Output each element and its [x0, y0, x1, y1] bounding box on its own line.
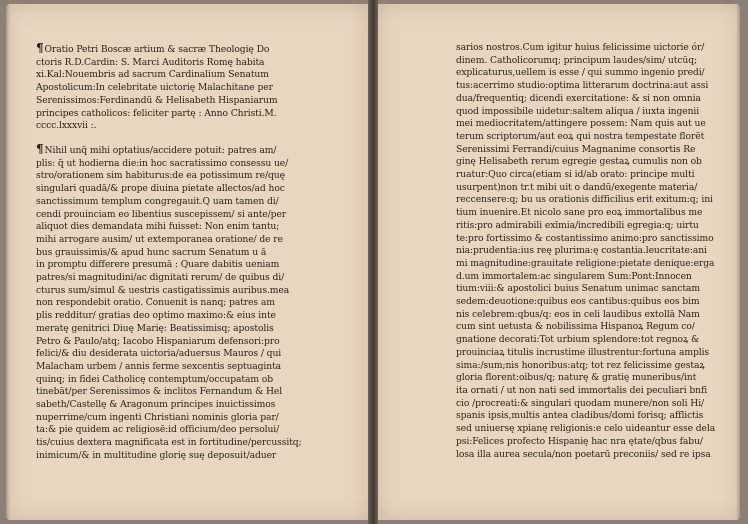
- line-text: sedem:deuotione:quibus eos cantibus:quibus eos bim: [456, 296, 700, 308]
- line-text: explicaturus,uellem is esse / qui summo ingenio predi/: [456, 67, 705, 79]
- line-text: plis: q̄ ut hodierna die:in hoc sacratissimo consessu ue/: [36, 157, 289, 169]
- text-line: [36, 348, 356, 361]
- text-line: [456, 118, 731, 131]
- line-text: nuperrime/cum ingenti Christiani nominis gloria par/: [36, 411, 279, 423]
- line-text: ginę Helisabeth rerum egregie gestaꝝ cumulis non ob: [456, 156, 702, 168]
- text-line: [456, 271, 731, 284]
- text-line: [36, 158, 356, 171]
- line-text: d.um immortalem:ac singularem Sum:Pont:Innocen: [456, 270, 692, 282]
- line-text: tus:acerrimo studio:optima litterarum doctrina:aut assi: [456, 80, 709, 92]
- text-line: [36, 374, 356, 387]
- text-line: [36, 247, 356, 260]
- text-line: [456, 93, 731, 106]
- text-line: [456, 194, 731, 207]
- text-line: [36, 108, 356, 121]
- line-text: gnatione decorati:Tot urbium splendore:tot regnoꝝ &: [456, 334, 700, 346]
- left-page-edge: [6, 4, 10, 520]
- line-text: losa illa aurea secula/non poetarū preconiis/ sed re ipsa: [456, 448, 711, 460]
- title-paragraph: [36, 42, 356, 133]
- line-text: ritis:pro admirabili exīmia/incredibili egregia:q; uirtu: [456, 219, 699, 231]
- line-text: te:pro fortissimo & costantissimo animo:pro sanctissimo: [456, 232, 714, 244]
- line-text: felici/& diu desiderata uictoria/aduersus Mauros / qui: [36, 348, 282, 360]
- text-line: [36, 221, 356, 234]
- line-text: Serenissimos:Ferdinandū & Helisabeth Hispaniarum: [36, 94, 278, 106]
- line-text: cio /procreati:& singulari quodam munere/non soli Hi/: [456, 397, 705, 409]
- text-line: [456, 55, 731, 68]
- line-text: in promptu differere presumā : Quare dabitis ueniam: [36, 259, 280, 271]
- line-text: xi.Kal:Nouembris ad sacrum Cardinalium Senatum: [36, 69, 269, 81]
- line-text: Nihil unq̄ mihi optatius/accidere potuit: patres am/: [44, 145, 277, 156]
- text-line: [456, 398, 731, 411]
- text-line: [36, 361, 356, 374]
- line-text: spanis ipsis,multis antea cladibus/domi forisq; afflictis: [456, 410, 704, 422]
- text-line: [36, 297, 356, 310]
- text-line: [36, 183, 356, 196]
- text-line: [36, 143, 356, 158]
- line-text: patres/si magnitudini/ac dignitati rerum/ de quibus di/: [36, 272, 285, 284]
- text-line: [36, 450, 356, 463]
- text-line: [456, 106, 731, 119]
- line-text: mihi arrogare ausim/ ut extemporanea oratione/ de re: [36, 233, 283, 245]
- text-line: [456, 42, 731, 55]
- line-text: Malacham urbem / annis ferme sexcentis septuaginta: [36, 360, 282, 372]
- text-line: [456, 321, 731, 334]
- line-text: sanctissimum templum congregauit.Q uam tamen di/: [36, 195, 279, 207]
- text-line: [456, 258, 731, 271]
- text-line: [456, 156, 731, 169]
- line-text: Petro & Paulo/atq; Iacobo Hispaniarum defensori:pro: [36, 335, 280, 347]
- line-text: terum scriptorum/aut eoꝝ qui nostra tempestate florēt: [456, 130, 705, 142]
- line-text: quod impossibile uidetur:saltem aliqua / iuxta ingenii: [456, 105, 700, 117]
- text-line: [36, 42, 356, 57]
- text-line: [36, 285, 356, 298]
- line-text: stro/orationem sim habiturus:de ea potissimum re/quę: [36, 170, 285, 182]
- text-line: [456, 67, 731, 80]
- text-line: [456, 372, 731, 385]
- line-text: dinem. Catholicorumq; principum laudes/sim/ utcūq;: [456, 54, 697, 66]
- line-text: ruatur:Quo circa(etiam si id/ab orato: principe multi: [456, 169, 695, 181]
- text-line: [36, 412, 356, 425]
- line-text: tium inuenire.Et nicolo sane pro eoꝝ immortalibus me: [456, 207, 703, 219]
- text-line: [456, 296, 731, 309]
- line-text: prouinciaꝝ titulis incrustime illustrentur:fortuna amplis: [456, 346, 710, 358]
- line-text: non respondebit oratio. Conuenit is nanq; patres am: [36, 297, 275, 309]
- text-line: [36, 82, 356, 95]
- text-line: [456, 245, 731, 258]
- line-text: tis/cuius dextera magnificata est in fortitudine/percussitq;: [36, 437, 302, 449]
- line-text: aliquot dies demandata mihi fuisset: Non enim tantu;: [36, 221, 280, 233]
- pilcrow-mark: ¶: [36, 143, 44, 156]
- right-page-edge: [736, 4, 740, 520]
- right-page: [378, 4, 740, 520]
- line-text: sed uniuersę xpianę religionis:e celo uideantur esse dela: [456, 423, 716, 435]
- line-text: ta:& pie quidem ac religiosē:id officium/deo persolui/: [36, 424, 280, 436]
- text-line: [456, 309, 731, 322]
- text-line: [36, 424, 356, 437]
- text-line: [456, 131, 731, 144]
- line-text: sabeth/Castellę & Aragonum principes inuictissimos: [36, 399, 276, 411]
- pilcrow-mark: ¶: [36, 42, 44, 55]
- text-line: [36, 437, 356, 450]
- text-line: [36, 336, 356, 349]
- text-line: [456, 334, 731, 347]
- line-text: nia:prudentia:ius reę plurima:ę costantia.leucritate:ani: [456, 245, 707, 257]
- text-line: [456, 182, 731, 195]
- text-line: [36, 196, 356, 209]
- line-text: bus grauissimis/& apud hunc sacrum Senatum u ā: [36, 246, 267, 258]
- line-text: cum sint uetusta & nobilissima Hispanoꝝ Regum co/: [456, 321, 695, 333]
- text-line: [36, 120, 356, 133]
- text-line: [36, 272, 356, 285]
- text-line: [456, 385, 731, 398]
- text-line: [36, 234, 356, 247]
- line-text: Oratio Petri Boscæ artium & sacræ Theologię Do: [44, 44, 270, 55]
- text-line: [456, 283, 731, 296]
- text-line: [36, 57, 356, 70]
- line-text: tinebāt/per Serenissimos & inclitos Fernandum & Hel: [36, 386, 283, 398]
- text-line: [456, 423, 731, 436]
- line-text: mi magnitudine:grauitate religione:pietate denique:erga: [456, 257, 715, 269]
- right-page-text: [456, 42, 731, 461]
- line-text: singulari quadā/& prope diuina pietate allectos/ad hoc: [36, 183, 285, 195]
- line-text: sima:/sum;nis honoribus:atq; tot rez felicissime gestaꝝ: [456, 359, 705, 371]
- line-text: principes catholicos: feliciter partę : Anno Christi.M.: [36, 107, 277, 119]
- line-text: meratę genitrici Diuę Marię: Beatissimisq; apostolis: [36, 322, 274, 334]
- line-text: reccensere:q; bu us orationis difficilius erit exitum:q; ini: [456, 194, 713, 206]
- left-page: [6, 4, 368, 520]
- text-line: [36, 399, 356, 412]
- line-text: Apostolicum:In celebritate uictorię Malachitane per: [36, 82, 273, 94]
- line-text: Serenissimi Ferrandi/cuius Magnanime consortis Re: [456, 143, 696, 155]
- line-text: dua/frequentiq; dicendi exercitatione: & si non omnia: [456, 92, 701, 104]
- line-text: cturus sum/simul & uestris castigatissimis auribus.mea: [36, 284, 290, 296]
- line-text: inimicum/& in multitudine glorię suę deposuit/aduer: [36, 449, 277, 461]
- line-text: usurpent)non tr.t mibi uit o dandū/exegente materia/: [456, 181, 698, 193]
- text-line: [456, 169, 731, 182]
- text-line: [456, 360, 731, 373]
- text-line: [456, 144, 731, 157]
- text-line: [36, 386, 356, 399]
- text-line: [36, 95, 356, 108]
- line-text: sarios nostros.Cum igitur huius felicissime uictorie ór/: [456, 42, 705, 53]
- text-line: [456, 233, 731, 246]
- text-line: [456, 207, 731, 220]
- text-line: [456, 347, 731, 360]
- line-text: tium:viii:& apostolici buius Senatum unimac sanctam: [456, 283, 700, 295]
- text-line: [36, 209, 356, 222]
- line-text: cendi prouinciam eo libentius suscepissem/ si ante/per: [36, 208, 287, 220]
- text-line: [36, 259, 356, 272]
- text-line: [36, 170, 356, 183]
- text-line: [456, 449, 731, 462]
- text-line: [36, 69, 356, 82]
- line-text: ita ornati / ut non nati sed immortalis dei peculiari bnfi: [456, 384, 708, 396]
- text-line: [456, 80, 731, 93]
- text-line: [36, 323, 356, 336]
- line-text: plis redditur/ gratias deo optimo maximo:& eius inte: [36, 310, 276, 322]
- line-text: gloria florent:oibus/q; naturę & gratię muneribus/int: [456, 372, 697, 384]
- line-text: nis celebrem:qbus/q: eos in celi laudibus extollā Nam: [456, 308, 700, 320]
- line-text: quinq; in fidei Catholicę contemptum/occupatam ob: [36, 373, 274, 385]
- line-text: ctoris R.D.Cardin: S. Marci Auditoris Romę habita: [36, 56, 265, 68]
- line-text: cccc.lxxxvii :.: [36, 120, 97, 132]
- text-line: [456, 436, 731, 449]
- body-paragraph: [36, 143, 356, 463]
- book-gutter: [368, 0, 378, 524]
- text-line: [456, 410, 731, 423]
- text-line: [36, 310, 356, 323]
- line-text: psi:Felices profecto Hispanię hac nra ętate/qbus fabu/: [456, 435, 703, 447]
- line-text: mei mediocritatem/attingere possem: Nam quis aut ue: [456, 118, 706, 130]
- text-line: [456, 220, 731, 233]
